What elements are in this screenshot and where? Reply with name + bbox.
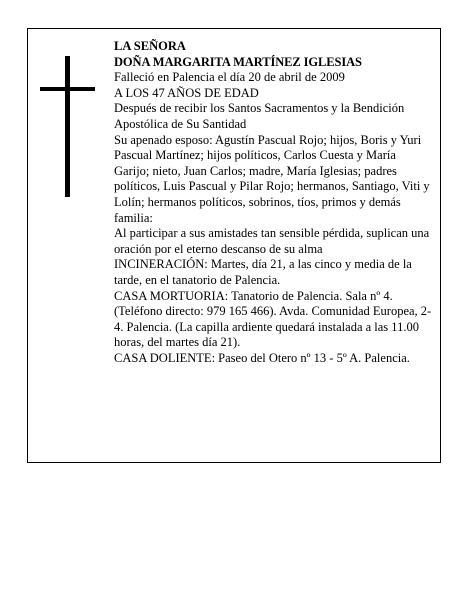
cross-vertical-bar [65,56,70,197]
death-line: Falleció en Palencia el día 20 de abril de 2009 [114,70,345,85]
home-address-paragraph: CASA DOLIENTE: Paseo del Otero nº 13 - 5º A. Palencia. [114,350,410,365]
cremation-paragraph: INCINERACIÓN: Martes, día 21, a las cinco y media de la tarde, en el tanatorio de Palencia. [114,257,412,287]
obituary-notice [27,28,441,463]
request-paragraph: Al participar a sus amistades tan sensible pérdida, suplican una oración por el eterno descanso de su alma [114,226,430,256]
sacraments-paragraph: Después de recibir los Santos Sacramentos y la Bendición Apostólica de Su Santidad [114,101,405,131]
obituary-text [114,39,434,366]
family-paragraph: Su apenado esposo: Agustín Pascual Rojo; hijos, Boris y Yuri Pascual Martínez; hijos políticos, Carlos Cuesta y María Garijo; nieto, Juan Carlos; madre, María Iglesias; padres políticos, Luis Pascual y Pilar Rojo; hermanos, Santiago, Viti y Lolín; hermanos políticos, sobrinos, tíos, primos y demás familia: [114,132,430,225]
age-line: A LOS 47 AÑOS DE EDAD [114,85,259,100]
cross-horizontal-bar [40,87,95,91]
deceased-name: DOÑA MARGARITA MARTÍNEZ IGLESIAS [114,54,362,69]
funeral-home-paragraph: CASA MORTUORIA: Tanatorio de Palencia. Sala nº 4. (Teléfono directo: 979 165 466). Avda. Comunidad Europea, 2-4. Palencia. (La capilla ardiente quedará instalada a las 11.00 horas, del martes día 21). [114,288,432,350]
title-line-1: LA SEÑORA [114,39,186,53]
